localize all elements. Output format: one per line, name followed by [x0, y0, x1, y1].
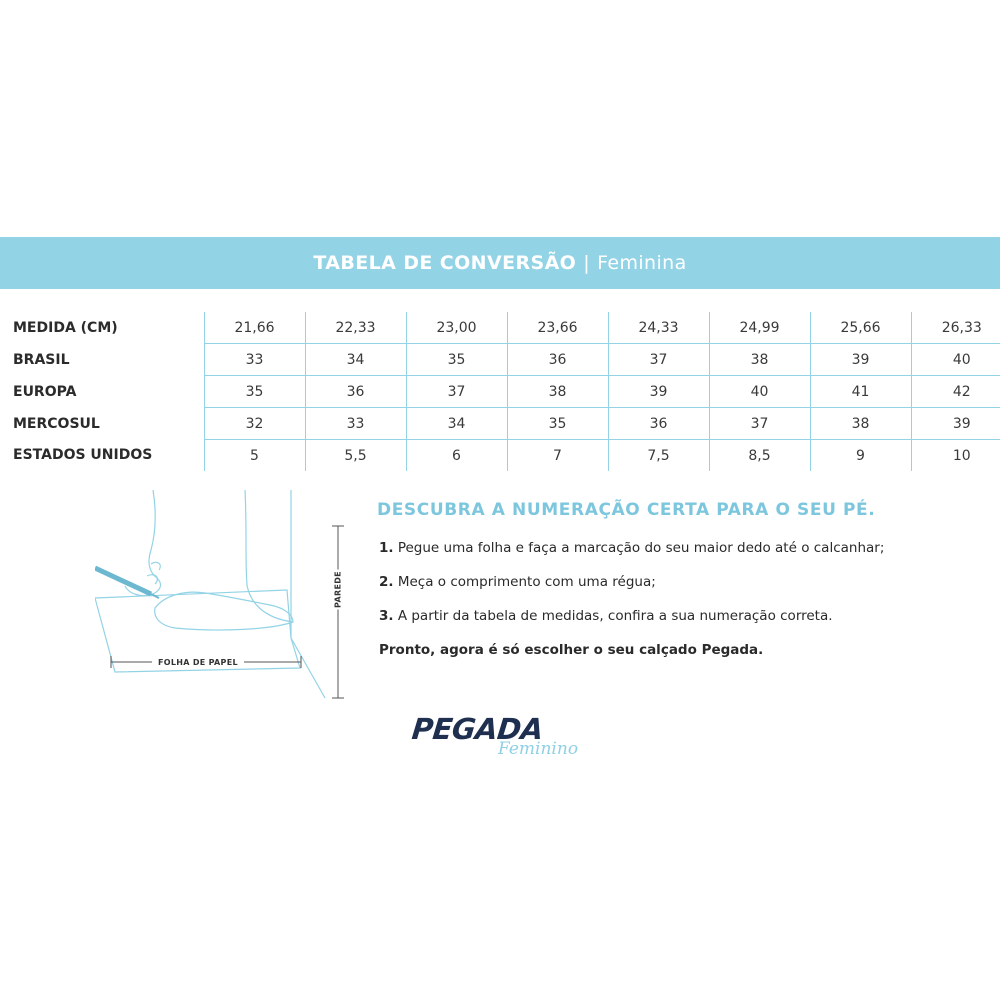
- table-cell: 21,66: [204, 312, 305, 344]
- table-cell: 23,00: [406, 312, 507, 344]
- table-cell: 9: [810, 440, 911, 472]
- table-cell: 26,33: [911, 312, 1000, 344]
- banner-title: TABELA DE CONVERSÃO: [313, 252, 577, 274]
- table-cell: 32: [204, 408, 305, 440]
- table-cell: 33: [305, 408, 406, 440]
- table-cell: 37: [406, 376, 507, 408]
- paper-label: FOLHA DE PAPEL: [152, 658, 244, 667]
- table-cell: 34: [305, 344, 406, 376]
- table-row: [8, 408, 1000, 440]
- wall-label: PAREDE: [333, 571, 343, 608]
- foot-measuring-illustration: [95, 490, 360, 705]
- table-cell: 25,66: [810, 312, 911, 344]
- banner-subtitle: Feminina: [597, 252, 687, 274]
- table-cell: 35: [507, 408, 608, 440]
- table-row: [8, 312, 1000, 344]
- table-cell: 38: [709, 344, 810, 376]
- table-cell: 35: [204, 376, 305, 408]
- row-label: EUROPA: [13, 383, 77, 400]
- leg-outline: [245, 490, 293, 622]
- table-cell: 39: [608, 376, 709, 408]
- instructions-title: DESCUBRA A NUMERAÇÃO CERTA PARA O SEU PÉ.: [377, 500, 876, 520]
- instruction-step-1: [379, 540, 977, 556]
- instruction-step-2: [379, 574, 977, 590]
- row-label: ESTADOS UNIDOS: [13, 447, 153, 464]
- table-cell: 10: [911, 440, 1000, 472]
- table-cell: 37: [608, 344, 709, 376]
- hand-outline: [125, 490, 160, 596]
- table-cell: 7,5: [608, 440, 709, 472]
- instruction-step-3: [379, 608, 977, 624]
- table-title-banner: [0, 237, 1000, 289]
- table-cell: 23,66: [507, 312, 608, 344]
- table-cell: 24,33: [608, 312, 709, 344]
- pen: [95, 568, 151, 594]
- row-label: BRASIL: [13, 351, 70, 368]
- table-row: [8, 376, 1000, 408]
- table-cell: 34: [406, 408, 507, 440]
- table-cell: 38: [810, 408, 911, 440]
- table-cell: 40: [709, 376, 810, 408]
- table-cell: 40: [911, 344, 1000, 376]
- banner-separator: |: [583, 252, 591, 274]
- logo-brand-text: PEGADA: [410, 712, 545, 746]
- table-cell: 36: [507, 344, 608, 376]
- step-number: 1.: [379, 540, 394, 556]
- row-label: MERCOSUL: [13, 415, 100, 432]
- row-label: MEDIDA (CM): [13, 319, 118, 336]
- table-cell: 5: [204, 440, 305, 472]
- logo-script-text: Feminino: [498, 739, 579, 759]
- table-cell: 36: [305, 376, 406, 408]
- table-cell: 39: [810, 344, 911, 376]
- pegada-logo: [412, 712, 592, 767]
- table-cell: 38: [507, 376, 608, 408]
- step-text: A partir da tabela de medidas, confira a sua numeração correta.: [397, 608, 833, 624]
- step-text: Meça o comprimento com uma régua;: [397, 574, 656, 590]
- conversion-table: [8, 312, 1000, 471]
- step-text: Pegue uma folha e faça a marcação do seu maior dedo até o calcanhar;: [397, 540, 885, 556]
- table-cell: 7: [507, 440, 608, 472]
- foot-outline: [155, 592, 293, 630]
- table-cell: 37: [709, 408, 810, 440]
- table-cell: 36: [608, 408, 709, 440]
- table-row: [8, 440, 1000, 472]
- table-cell: 35: [406, 344, 507, 376]
- instructions-final-note: Pronto, agora é só escolher o seu calçado Pegada.: [379, 642, 764, 658]
- table-cell: 39: [911, 408, 1000, 440]
- table-cell: 41: [810, 376, 911, 408]
- table-cell: 24,99: [709, 312, 810, 344]
- table-cell: 6: [406, 440, 507, 472]
- instructions-block: [377, 500, 977, 658]
- table-cell: 33: [204, 344, 305, 376]
- table-cell: 42: [911, 376, 1000, 408]
- step-number: 3.: [379, 608, 394, 624]
- step-number: 2.: [379, 574, 394, 590]
- table-cell: 22,33: [305, 312, 406, 344]
- table-cell: 8,5: [709, 440, 810, 472]
- table-row: [8, 344, 1000, 376]
- table-cell: 5,5: [305, 440, 406, 472]
